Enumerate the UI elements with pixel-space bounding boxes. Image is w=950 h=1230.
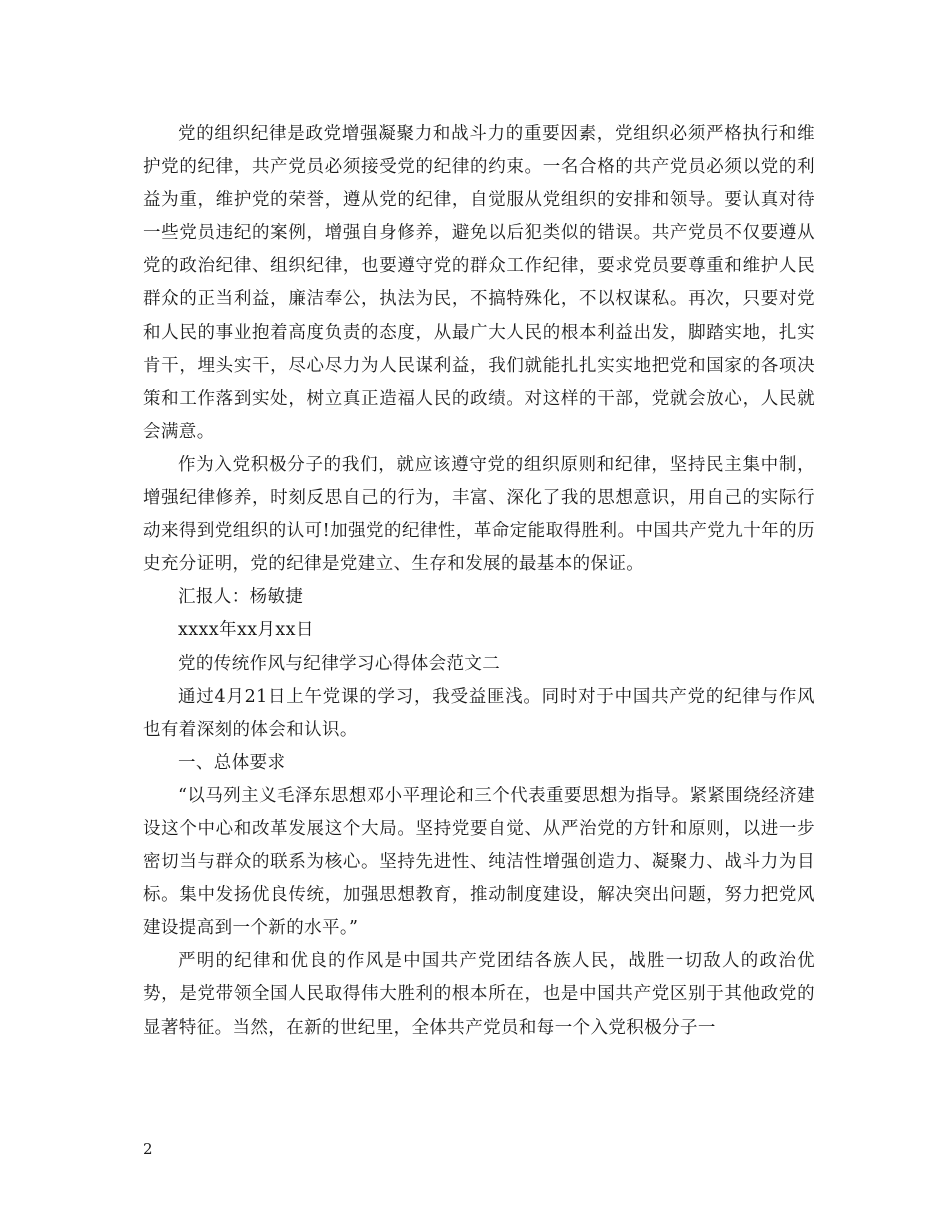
- page-number: 2: [143, 1140, 153, 1158]
- paragraph-activist-commitment: 作为入党积极分子的我们，就应该遵守党的组织原则和纪律，坚持民主集中制，增强纪律修养，时刻反思自己的行为，丰富、深化了我的思想意识，用自己的实际行动来得到党组织的认可!加强党的纪律性，革命定能取得胜利。中国共产党九十年的历史充分证明，党的纪律是党建立、生存和发展的最基本的保证。: [143, 454, 815, 575]
- paragraph-quotation: “以马列主义毛泽东思想邓小平理论和三个代表重要思想为指导。紧紧围绕经济建设这个中心和改革发展这个大局。坚持党要自觉、从严治党的方针和原则，以进一步密切当与群众的联系为核心。坚持先进性、纯洁性增强创造力、凝聚力、战斗力为目标。集中发扬优良传统，加强思想教育，推动制度建设，解决突出问题，努力把党风建设提高到一个新的水平。”: [143, 785, 815, 939]
- subheading-general-requirements: 一、总体要求: [178, 752, 286, 773]
- section-title: 党的传统作风与纪律学习心得体会范文二: [178, 653, 501, 674]
- reporter-line: 汇报人：杨敏捷: [178, 587, 304, 608]
- document-body: [143, 118, 815, 1045]
- paragraph-lecture-intro: 通过4月21日上午党课的学习，我受益匪浅。同时对于中国共产党的纪律与作风也有着深刻的体会和认识。: [143, 686, 815, 740]
- date-line: xxxx年xx月xx日: [178, 620, 314, 641]
- paragraph-party-discipline: 党的组织纪律是政党增强凝聚力和战斗力的重要因素，党组织必须严格执行和维护党的纪律，共产党员必须接受党的纪律的约束。一名合格的共产党员必须以党的利益为重，维护党的荣誉，遵从党的纪律，自觉服从党组织的安排和领导。要认真对待一些党员违纪的案例，增强自身修养，避免以后犯类似的错误。共产党员不仅要遵从党的政治纪律、组织纪律，也要遵守党的群众工作纪律，要求党员要尊重和维护人民群众的正当利益，廉洁奉公，执法为民，不搞特殊化，不以权谋私。再次，只要对党和人民的事业抱着高度负责的态度，从最广大人民的根本利益出发，脚踏实地，扎实肯干，埋头实干，尽心尽力为人民谋利益，我们就能扎扎实实地把党和国家的各项决策和工作落到实处，树立真正造福人民的政绩。对这样的干部，党就会放心，人民就会满意。: [143, 124, 815, 442]
- paragraph-discipline-style: 严明的纪律和优良的作风是中国共产党团结各族人民，战胜一切敌人的政治优势，是党带领全国人民取得伟大胜利的根本所在，也是中国共产党区别于其他政党的显著特征。当然，在新的世纪里，全体共产党员和每一个入党积极分子一: [143, 951, 815, 1038]
